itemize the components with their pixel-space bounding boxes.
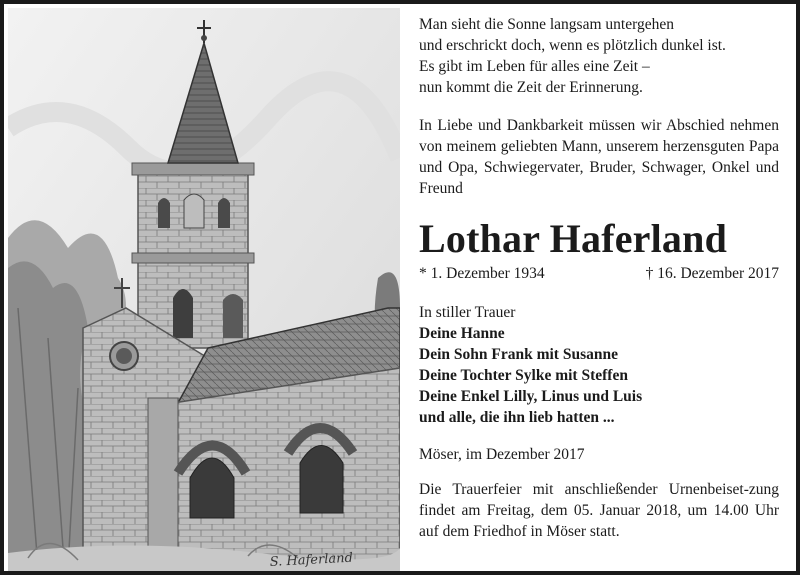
poem-line: Es gibt im Leben für alles eine Zeit –: [419, 58, 650, 75]
obituary-notice: [4, 4, 796, 571]
mourner-line: Deine Enkel Lilly, Linus und Luis: [419, 388, 643, 405]
mourner-line: Deine Hanne: [419, 325, 505, 342]
mourner-line: und alle, die ihn lieb hatten ...: [419, 409, 615, 426]
poem: [419, 14, 779, 98]
funeral-info: Die Trauerfeier mit anschließender Urnenbeiset-zung findet am Freitag, dem 05. Januar 2018, um 14.00 Uhr auf dem Friedhof in Möser statt.: [419, 481, 779, 540]
death-date: † 16. Dezember 2017: [645, 265, 779, 282]
church-drawing: [8, 8, 400, 571]
mourner-line: Dein Sohn Frank mit Susanne: [419, 346, 618, 363]
obituary-text: [419, 14, 779, 542]
place-date: Möser, im Dezember 2017: [419, 446, 585, 463]
poem-line: Man sieht die Sonne langsam untergehen: [419, 16, 674, 33]
deceased-name: Lothar Haferland: [419, 216, 728, 261]
church-illustration: [8, 8, 400, 571]
artist-signature: S. Haferland: [269, 550, 354, 570]
birth-date: * 1. Dezember 1934: [419, 265, 545, 282]
mourners-list: [419, 302, 779, 428]
mourning-intro: In stiller Trauer: [419, 304, 516, 321]
mourner-line: Deine Tochter Sylke mit Steffen: [419, 367, 628, 384]
life-dates: [419, 263, 779, 284]
poem-line: nun kommt die Zeit der Erinnerung.: [419, 79, 643, 96]
poem-line: und erschrickt doch, wenn es plötzlich dunkel ist.: [419, 37, 726, 54]
farewell-text: In Liebe und Dankbarkeit müssen wir Abschied nehmen von meinem geliebten Mann, unserem herzensguten Papa und Opa, Schwiegervater, Bruder, Schwager, Onkel und Freund: [419, 117, 779, 197]
